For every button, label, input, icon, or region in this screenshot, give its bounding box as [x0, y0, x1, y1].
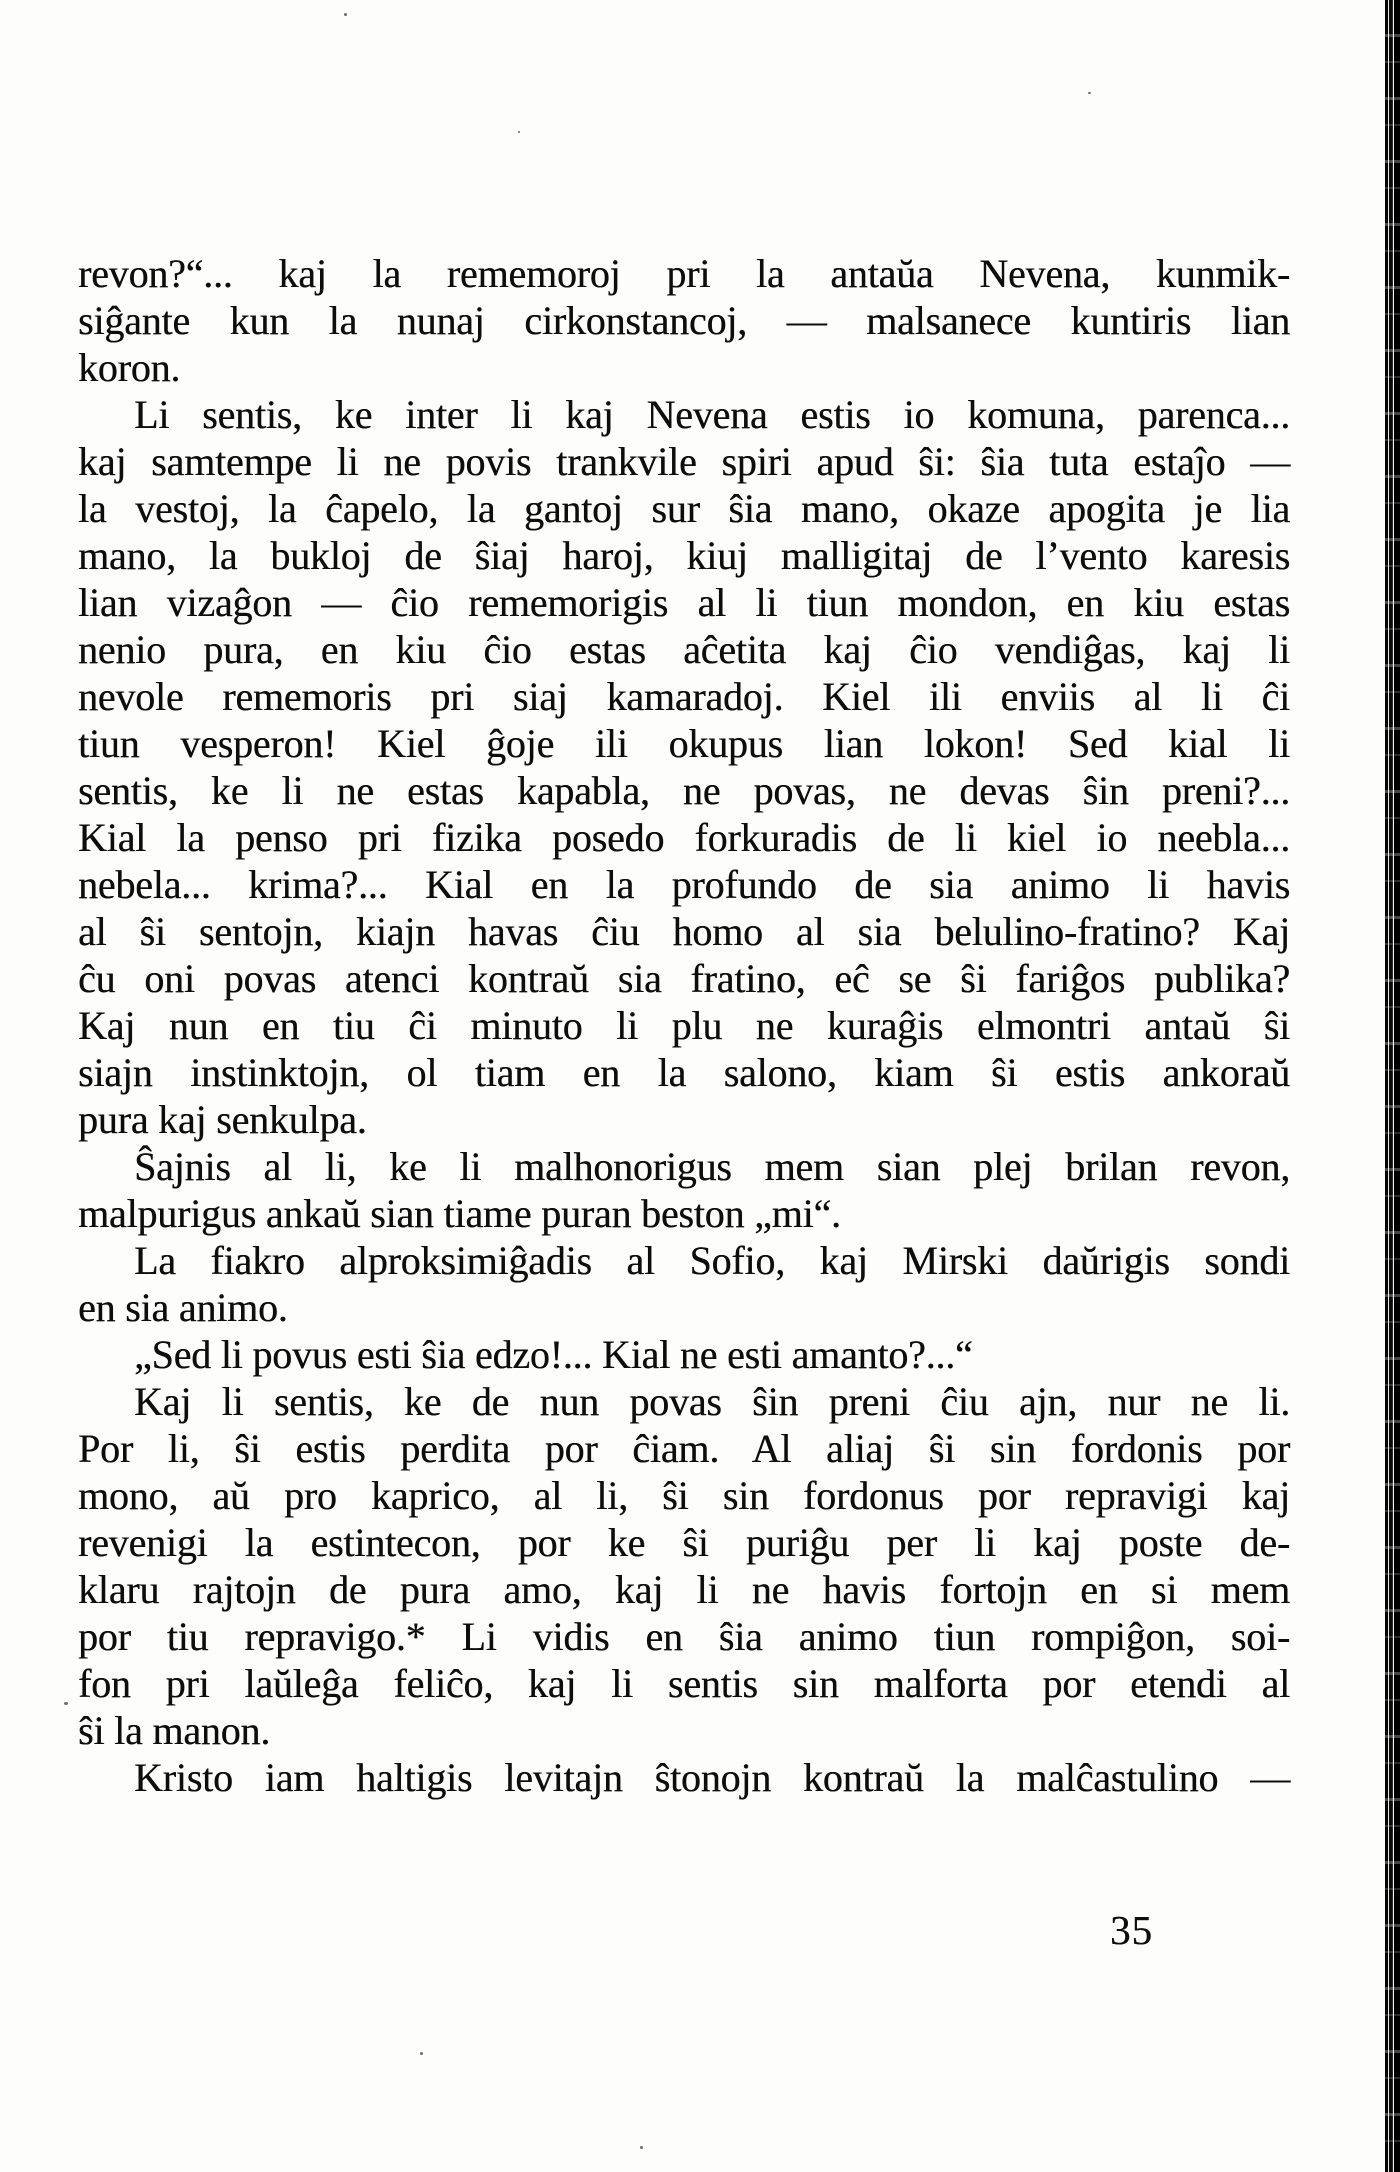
- paragraph: [78, 391, 1290, 1143]
- text-line: Por li, ŝi estis perdita por ĉiam. Al aliaj ŝi sin fordonis por: [78, 1426, 1290, 1471]
- text-line: koron.: [78, 345, 181, 390]
- text-line: la vestoj, la ĉapelo, la gantoj sur ŝia mano, okaze apogita je lia: [78, 486, 1290, 531]
- scan-edge-band: [1385, 0, 1400, 2172]
- text-line: La fiakro alproksimiĝadis al Sofio, kaj Mirski daŭrigis sondi: [134, 1238, 1290, 1283]
- text-block: [78, 250, 1290, 1801]
- text-line: klaru rajtojn de pura amo, kaj li ne havis fortojn en si mem: [78, 1567, 1290, 1612]
- text-line: lian vizaĝon — ĉio rememorigis al li tiun mondon, en kiu estas: [78, 580, 1290, 625]
- paragraph: [78, 250, 1290, 391]
- paragraph: [78, 1143, 1290, 1237]
- text-line: ŝi la manon.: [78, 1708, 271, 1753]
- text-line: kaj samtempe li ne povis trankvile spiri apud ŝi: ŝia tuta estaĵo —: [78, 439, 1290, 484]
- text-line: ĉu oni povas atenci kontraŭ sia fratino, eĉ se ŝi fariĝos publika?: [78, 956, 1290, 1001]
- page-number: 35: [1110, 1907, 1153, 1953]
- text-line: nenio pura, en kiu ĉio estas aĉetita kaj ĉio vendiĝas, kaj li: [78, 627, 1290, 672]
- paragraph: [78, 1331, 1290, 1378]
- text-line: sentis, ke li ne estas kapabla, ne povas, ne devas ŝin preni?...: [78, 768, 1290, 813]
- text-line: siĝante kun la nunaj cirkonstancoj, — malsanece kuntiris lian: [78, 298, 1290, 343]
- text-line: mono, aŭ pro kaprico, al li, ŝi sin fordonus por repravigi kaj: [78, 1473, 1290, 1518]
- text-line: malpurigus ankaŭ sian tiame puran beston „mi“.: [78, 1191, 841, 1236]
- text-line: revenigi la estintecon, por ke ŝi puriĝu per li kaj poste de-: [78, 1520, 1290, 1565]
- text-line: fon pri laŭleĝa feliĉo, kaj li sentis sin malforta por etendi al: [78, 1661, 1290, 1706]
- text-line: nevole rememoris pri siaj kamaradoj. Kiel ili enviis al li ĉi: [78, 674, 1290, 719]
- scan-speck: [640, 2146, 643, 2149]
- text-line: Li sentis, ke inter li kaj Nevena estis io komuna, parenca...: [134, 392, 1290, 437]
- paragraph: [78, 1378, 1290, 1754]
- text-line: al ŝi sentojn, kiajn havas ĉiu homo al sia belulino-fratino? Kaj: [78, 909, 1290, 954]
- text-line: Kaj nun en tiu ĉi minuto li plu ne kuraĝis elmontri antaŭ ŝi: [78, 1003, 1290, 1048]
- text-line: pura kaj senkulpa.: [78, 1097, 367, 1142]
- text-line: Kristo iam haltigis levitajn ŝtonojn kontraŭ la malĉastulino —: [134, 1755, 1290, 1800]
- text-line: Kial la penso pri fizika posedo forkuradis de li kiel io neebla...: [78, 815, 1290, 860]
- scan-speck: [518, 131, 520, 133]
- text-line: Kaj li sentis, ke de nun povas ŝin preni ĉiu ajn, nur ne li.: [134, 1379, 1290, 1424]
- text-line: tiun vesperon! Kiel ĝoje ili okupus lian lokon! Sed kial li: [78, 721, 1290, 766]
- text-line: revon?“... kaj la rememoroj pri la antaŭa Nevena, kunmik-: [78, 251, 1290, 296]
- text-line: siajn instinktojn, ol tiam en la salono, kiam ŝi estis ankoraŭ: [78, 1050, 1290, 1095]
- text-line: Ŝajnis al li, ke li malhonorigus mem sian plej brilan revon,: [134, 1144, 1290, 1189]
- text-line: mano, la bukloj de ŝiaj haroj, kiuj malligitaj de l’vento karesis: [78, 533, 1290, 578]
- scan-speck: [344, 13, 347, 16]
- scan-speck: [64, 1702, 68, 1705]
- paragraph: [78, 1237, 1290, 1331]
- scan-speck: [420, 2052, 423, 2055]
- text-line: por tiu repravigo.* Li vidis en ŝia animo tiun rompiĝon, soi-: [78, 1614, 1290, 1659]
- scan-speck: [1088, 92, 1091, 94]
- text-line: nebela... krima?... Kial en la profundo de sia animo li havis: [78, 862, 1290, 907]
- text-line: en sia animo.: [78, 1285, 288, 1330]
- text-line: „Sed li povus esti ŝia edzo!... Kial ne esti amanto?...“: [134, 1332, 973, 1377]
- paragraph: [78, 1754, 1290, 1801]
